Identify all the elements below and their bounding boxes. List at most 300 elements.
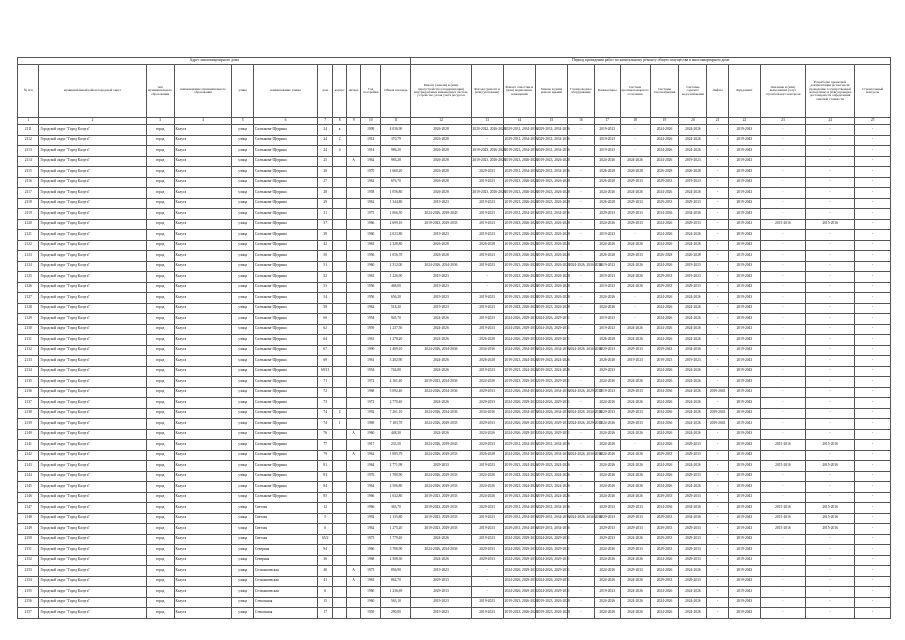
table-cell: - (760, 272, 805, 283)
table-cell: - (855, 503, 891, 514)
column-header: тип муниципального образования (146, 65, 174, 118)
table-cell: 1 056,80 (381, 188, 411, 199)
table-cell: 2029-2033 (594, 534, 620, 545)
table-cell (333, 230, 347, 241)
table-cell: - (760, 377, 805, 388)
table-cell: - (567, 135, 594, 146)
table-cell: город (146, 597, 174, 608)
table-cell: 2019-2023 (620, 356, 650, 367)
table-cell (333, 251, 347, 262)
table-cell: - (805, 450, 854, 461)
table-cell: город (146, 356, 174, 367)
column-header: Год постройки (361, 65, 381, 118)
table-cell: Калуга (174, 576, 232, 587)
table-cell: улица (232, 440, 253, 451)
table-cell: 2029-2033 (650, 282, 679, 293)
table-cell: Салтыкова-Щедрина (253, 282, 317, 293)
table-cell: - (805, 545, 854, 556)
table-cell: 2019-2023 (594, 135, 620, 146)
table-cell: - (855, 314, 891, 325)
table-cell: - (805, 419, 854, 430)
table-cell: Калуга (174, 398, 232, 409)
table-cell: Салтыкова-Щедрина (253, 135, 317, 146)
table-cell (347, 167, 361, 178)
table-cell: Светлая (253, 534, 317, 545)
table-cell: 2024-2026, 2029-2031 (535, 314, 567, 325)
table-cell: 2019-2043 (728, 597, 760, 608)
table-row (18, 576, 891, 587)
table-cell: - (805, 251, 854, 262)
table-cell: 2019-2023, 2034-2036 (503, 146, 535, 157)
table-cell: - (707, 513, 728, 524)
column-number: 19 (650, 118, 679, 125)
table-cell: - (707, 156, 728, 167)
table-cell: улица (232, 198, 253, 209)
table-cell: 2026-2028 (620, 167, 650, 178)
table-cell: - (805, 429, 854, 440)
table-cell: 2019-2023 (471, 261, 503, 272)
table-cell (333, 503, 347, 514)
table-cell: 2019-2023, 2026-2028 (471, 146, 503, 157)
table-cell: 2026-2028 (411, 240, 471, 251)
table-cell: 2024-2026 (620, 261, 650, 272)
table-cell: город (146, 135, 174, 146)
table-cell: 2029-2033 (620, 566, 650, 577)
table-row (18, 587, 891, 598)
table-cell: Светлая (253, 513, 317, 524)
table-cell (333, 167, 347, 178)
table-row (18, 335, 891, 346)
table-cell: 2029-2033 (679, 440, 707, 451)
table-cell: - (471, 272, 503, 283)
table-cell: 5 092,40 (381, 387, 411, 398)
table-cell: Калуга (174, 345, 232, 356)
table-cell: 2019-2023 (650, 356, 679, 367)
table-cell: 31 (318, 209, 333, 220)
table-cell: Городской округ "Город Калуга" (39, 387, 146, 398)
table-cell: 1 237,50 (381, 324, 411, 335)
table-cell (347, 440, 361, 451)
table-cell: 2138 (18, 408, 39, 419)
table-cell: Салтыкова-Щедрина (253, 387, 317, 398)
table-cell (333, 198, 347, 209)
table-cell: - (567, 188, 594, 199)
table-cell: Городской округ "Город Калуга" (39, 282, 146, 293)
table-cell (347, 503, 361, 514)
table-cell: Калуга (174, 450, 232, 461)
table-cell: город (146, 524, 174, 535)
table-cell: - (760, 230, 805, 241)
table-cell: 2024-2026 (620, 471, 650, 482)
table-cell: - (855, 230, 891, 241)
table-cell: 2024-2026 (650, 482, 679, 493)
table-cell: 2019-2043 (728, 566, 760, 577)
table-cell: 986,20 (381, 146, 411, 157)
table-cell: Салтыкова-Щедрина (253, 429, 317, 440)
table-cell: 2029-2033 (679, 524, 707, 535)
table-cell: 4 036,90 (381, 125, 411, 136)
table-cell: - (760, 408, 805, 419)
table-cell: 2019-2023 (411, 303, 471, 314)
table-cell: Городской округ "Город Калуга" (39, 240, 146, 251)
table-cell: - (707, 345, 728, 356)
table-cell: 2029-2033 (411, 576, 471, 587)
table-cell: город (146, 335, 174, 346)
table-cell: - (760, 545, 805, 556)
table-cell (333, 482, 347, 493)
table-cell: 2024-2026 (594, 293, 620, 304)
table-cell: - (760, 419, 805, 430)
table-cell: 1959 (361, 608, 381, 619)
table-cell: - (707, 293, 728, 304)
table-cell: 2024-2026 (411, 356, 471, 367)
table-cell: - (567, 314, 594, 325)
table-row (18, 177, 891, 188)
table-cell: 2024-2026 (471, 377, 503, 388)
table-cell: 2024-2026 (620, 492, 650, 503)
table-cell: - (620, 303, 650, 314)
table-cell: 2024-2026 (411, 366, 471, 377)
table-cell: город (146, 555, 174, 566)
table-cell (347, 597, 361, 608)
column-number-row (18, 118, 891, 125)
table-cell: - (855, 356, 891, 367)
table-cell: 52 (318, 272, 333, 283)
table-cell: 2029-2033 (650, 450, 679, 461)
table-cell: - (707, 566, 728, 577)
column-number: 1 (18, 118, 39, 125)
table-cell (333, 534, 347, 545)
table-cell: Сельмашевская (253, 566, 317, 577)
table-cell: 2015-2016 (805, 524, 854, 535)
table-cell: Калуга (174, 366, 232, 377)
column-number: 15 (535, 118, 567, 125)
table-cell: 983,28 (381, 156, 411, 167)
table-cell: - (471, 576, 503, 587)
table-cell: город (146, 198, 174, 209)
table-cell: город (146, 345, 174, 356)
table-cell: - (707, 597, 728, 608)
table-cell: 42 (318, 240, 333, 251)
table-cell (333, 366, 347, 377)
table-cell: 2140 (18, 429, 39, 440)
table-cell: 2024-2026 (411, 324, 471, 335)
table-cell: 2019-2023, 2026-2028 (535, 597, 567, 608)
table-cell: 2019-2023, 2026-2028 (535, 261, 567, 272)
table-cell: улица (232, 261, 253, 272)
table-cell: 37 (318, 219, 333, 230)
table-cell: - (707, 209, 728, 220)
table-cell: город (146, 230, 174, 241)
table-cell: 2019-2023, 2026-2028 (535, 156, 567, 167)
table-cell: 2024-2026 (411, 534, 471, 545)
table-cell: - (760, 387, 805, 398)
table-cell: 2024-2026, 2034-2036 (411, 261, 471, 272)
table-cell: улица (232, 167, 253, 178)
table-cell: 518,20 (381, 303, 411, 314)
column-number: 2 (39, 118, 146, 125)
table-cell: 2019-2023, 2029-2033 (411, 513, 471, 524)
table-cell: 1 632,80 (381, 492, 411, 503)
table-cell: - (567, 482, 594, 493)
table-cell: 2029-2033 (471, 555, 503, 566)
table-cell: 2024-2026 (679, 387, 707, 398)
table-cell: улица (232, 366, 253, 377)
table-cell: 1954 (361, 314, 381, 325)
table-cell (333, 345, 347, 356)
table-cell: 363,70 (381, 503, 411, 514)
table-cell: - (855, 167, 891, 178)
table-row (18, 366, 891, 377)
table-cell: 85 (318, 492, 333, 503)
table-cell: 2019-2023, 2026-2028 (503, 219, 535, 230)
table-cell: 2024-2026 (679, 240, 707, 251)
table-cell: - (855, 608, 891, 619)
table-cell: 2029-2033 (679, 198, 707, 209)
table-cell: - (567, 335, 594, 346)
table-cell: А (347, 429, 361, 440)
table-cell: 2020-2022, 2026-2028 (471, 125, 503, 136)
table-cell: 2024-2026, 2034-2036 (567, 450, 594, 461)
table-cell: улица (232, 240, 253, 251)
table-cell (333, 524, 347, 535)
table-cell: 1914 (361, 146, 381, 157)
table-cell: - (707, 366, 728, 377)
table-cell: 2024-2026 (411, 314, 471, 325)
table-cell: Калуга (174, 471, 232, 482)
table-cell (347, 366, 361, 377)
table-cell: 2019-2023, 2034-2036 (411, 377, 471, 388)
table-cell: Салтыкова-Щедрина (253, 356, 317, 367)
table-cell (333, 440, 347, 451)
table-cell: 2019-2043 (728, 125, 760, 136)
table-cell: 2024-2026, 2029-2031 (503, 566, 535, 577)
table-cell: - (471, 566, 503, 577)
column-number: 11 (381, 118, 411, 125)
table-cell: - (760, 146, 805, 157)
table-cell (347, 251, 361, 262)
table-cell: 2024-2026, 2029-2031 (535, 566, 567, 577)
table-cell: 2024-2026, 2029-2033 (411, 419, 471, 430)
table-cell: улица (232, 408, 253, 419)
table-cell: Салтыкова-Щедрина (253, 167, 317, 178)
table-cell: 2026-2028 (411, 188, 471, 199)
table-cell (347, 419, 361, 430)
table-cell: 12 (318, 503, 333, 514)
table-cell: 1 (333, 419, 347, 430)
table-row (18, 482, 891, 493)
table-cell: Калуга (174, 272, 232, 283)
table-cell: 2 328,80 (381, 240, 411, 251)
table-cell: 2024-2026, 2034-2036 (503, 408, 535, 419)
table-row (18, 282, 891, 293)
table-cell: 2019-2043 (728, 219, 760, 230)
table-cell: улица (232, 324, 253, 335)
table-cell: 2024-2026, 2029-2031 (503, 429, 535, 440)
table-cell (333, 156, 347, 167)
table-cell: 2024-2026 (411, 398, 471, 409)
table-cell: 1968 (361, 387, 381, 398)
table-cell: - (855, 324, 891, 335)
table-cell: 2024-2026 (594, 576, 620, 587)
table-cell: - (855, 408, 891, 419)
table-cell: 2019-2043 (728, 324, 760, 335)
table-row (18, 524, 891, 535)
table-cell (333, 576, 347, 587)
table-cell: улица (232, 419, 253, 430)
table-cell: - (855, 387, 891, 398)
table-cell (333, 188, 347, 199)
table-cell: 1962 (361, 524, 381, 535)
table-cell: 2024-2026, 2029-2031 (535, 587, 567, 598)
table-cell: - (760, 398, 805, 409)
table-cell: город (146, 261, 174, 272)
table-cell (347, 198, 361, 209)
table-cell: 2026-2028 (411, 135, 471, 146)
table-cell: Городской округ "Город Калуга" (39, 545, 146, 556)
table-cell: - (760, 125, 805, 136)
table-cell: 2019-2023 (411, 293, 471, 304)
table-cell (333, 219, 347, 230)
table-cell: 2024-2026 (650, 240, 679, 251)
column-header: Замена и (или) ремонт крыши (535, 65, 567, 118)
table-cell: город (146, 608, 174, 619)
table-cell: 2024-2026 (679, 597, 707, 608)
table-cell: 2124 (18, 261, 39, 272)
table-cell: Калуга (174, 503, 232, 514)
table-cell: - (620, 440, 650, 451)
table-cell: 2034-2036 (679, 503, 707, 514)
table-cell: 2024-2026 (650, 597, 679, 608)
table-cell: 2026-2028 (679, 167, 707, 178)
table-cell: 2128 (18, 303, 39, 314)
table-cell: 2019-2023, 2026-2028 (471, 188, 503, 199)
table-cell: Калуга (174, 534, 232, 545)
table-cell (333, 429, 347, 440)
table-cell: 1961 (361, 356, 381, 367)
column-header: Оказание и (или) выполнение услуг строительного контроля (760, 65, 805, 118)
table-cell: 1 409,10 (381, 345, 411, 356)
table-cell: 2029-2033 (650, 272, 679, 283)
column-number: 17 (594, 118, 620, 125)
table-cell (347, 482, 361, 493)
table-cell: - (760, 282, 805, 293)
table-cell: 2024-2026 (679, 314, 707, 325)
table-cell: 2034-2036 (650, 387, 679, 398)
table-cell: - (567, 324, 594, 335)
table-cell: - (855, 377, 891, 388)
table-cell: улица (232, 335, 253, 346)
table-cell: Калуга (174, 230, 232, 241)
table-cell: 2024-2026 (679, 146, 707, 157)
table-cell: улица (232, 209, 253, 220)
table-cell: улица (232, 188, 253, 199)
table-cell: 2019-2043 (728, 461, 760, 472)
table-cell: 2029-2033 (620, 408, 650, 419)
table-cell: 2019-2023 (471, 251, 503, 262)
table-cell: 2029-2033 (620, 209, 650, 220)
table-cell: 2136 (18, 387, 39, 398)
table-cell: 2019-2023 (471, 314, 503, 325)
table-cell: 2019-2023 (679, 261, 707, 272)
table-cell: 2024-2026 (650, 135, 679, 146)
table-cell: город (146, 125, 174, 136)
column-number: 7 (318, 118, 333, 125)
table-cell: 2019-2023, 2026-2028 (535, 230, 567, 241)
table-cell: 2029-2033 (594, 366, 620, 377)
table-cell: - (805, 177, 854, 188)
table-cell: 2024-2026, 2029-2031 (535, 429, 567, 440)
table-row (18, 188, 891, 199)
table-cell: Салтыкова-Щедрина (253, 125, 317, 136)
table-cell: 1963 (361, 576, 381, 587)
table-cell: - (707, 608, 728, 619)
table-cell: 2 699,10 (381, 219, 411, 230)
table-cell: Салтыкова-Щедрина (253, 240, 317, 251)
table-cell: 1 278,20 (381, 335, 411, 346)
column-header: Ремонт (замена) и (или) переустройство (модернизация) внутридомовых инженерных систем, устройство узлов учета ресурсов (411, 65, 471, 118)
table-cell: улица (232, 387, 253, 398)
table-row (18, 503, 891, 514)
table-cell: - (707, 230, 728, 241)
table-cell: 1 085,79 (381, 450, 411, 461)
table-cell: Городской округ "Город Калуга" (39, 377, 146, 388)
table-cell: город (146, 534, 174, 545)
table-cell: город (146, 146, 174, 157)
table-row (18, 555, 891, 566)
table-cell: город (146, 314, 174, 325)
table-cell: 2019-2023, 2026-2028 (535, 272, 567, 283)
table-cell: 2029-2033 (679, 450, 707, 461)
table-cell: 2019-2043 (728, 534, 760, 545)
table-cell: улица (232, 597, 253, 608)
table-cell: город (146, 492, 174, 503)
table-cell: - (567, 524, 594, 535)
table-cell: 73 (318, 398, 333, 409)
table-cell: 2113 (18, 146, 39, 157)
table-cell: Городской округ "Город Калуга" (39, 471, 146, 482)
table-cell: - (805, 587, 854, 598)
table-cell: 2024-2026, 2034-2036 (503, 450, 535, 461)
table-cell: 2019-2023 (471, 293, 503, 304)
table-cell: - (855, 135, 891, 146)
table-cell: - (805, 261, 854, 272)
table-cell: 1992 (361, 513, 381, 524)
table-cell: 2 508,30 (381, 555, 411, 566)
table-cell (347, 282, 361, 293)
table-cell: город (146, 482, 174, 493)
table-cell: улица (232, 587, 253, 598)
super-header-period: Период проведения работ по капитальному ремонту общего имущества в многоквартирном доме (411, 58, 891, 65)
table-cell: 2024-2026 (594, 377, 620, 388)
table-cell: 1960 (361, 429, 381, 440)
table-cell: Калуга (174, 125, 232, 136)
table-cell: 2127 (18, 293, 39, 304)
table-cell: Стекольная (253, 597, 317, 608)
column-number: 10 (361, 118, 381, 125)
table-cell: улица (232, 219, 253, 230)
table-cell: - (707, 335, 728, 346)
table-cell: - (567, 230, 594, 241)
table-cell: 2019-2023, 2024-2026 (503, 366, 535, 377)
table-cell: 7 261,10 (381, 408, 411, 419)
table-cell: 2029-2033 (594, 209, 620, 220)
table-cell: город (146, 272, 174, 283)
table-row (18, 261, 891, 272)
table-cell: 2029-2033 (411, 461, 471, 472)
table-cell: 2024-2026 (650, 587, 679, 598)
table-cell: Калуга (174, 219, 232, 230)
